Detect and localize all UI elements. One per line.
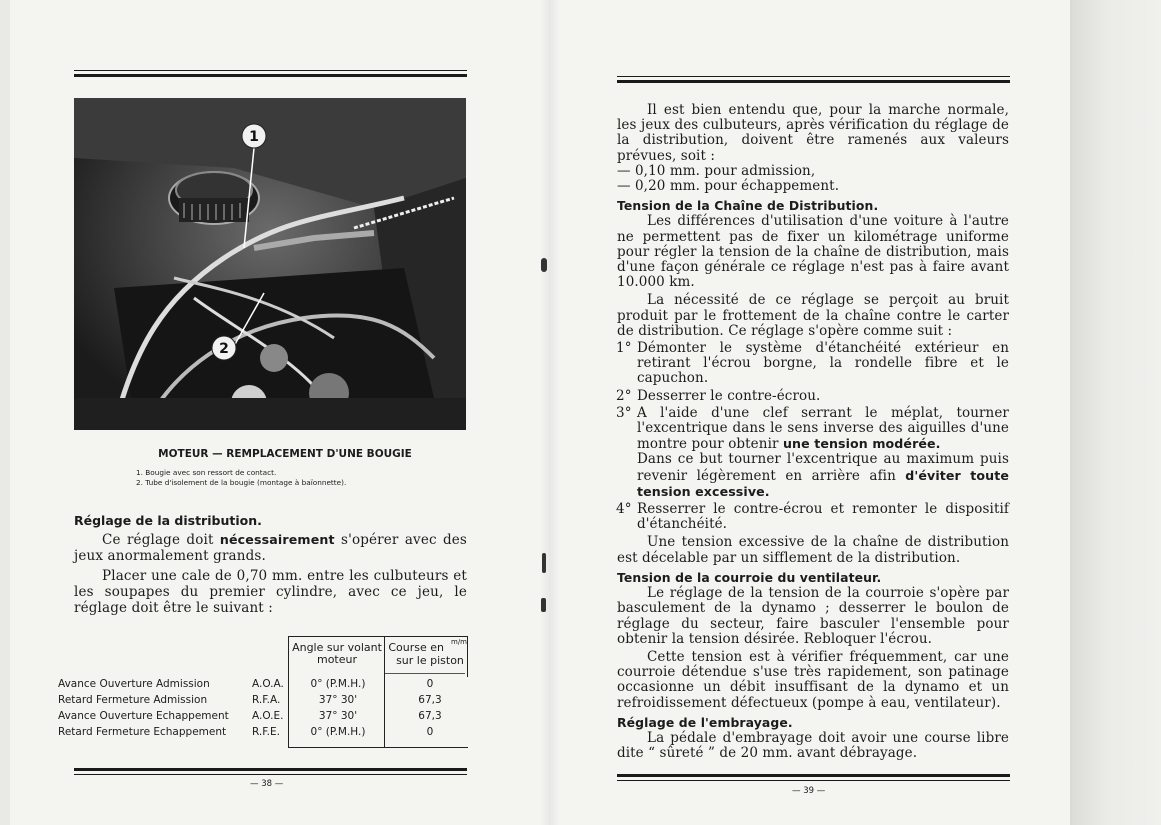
caption-title: MOTEUR — REMPLACEMENT D'UNE BOUGIE (158, 448, 412, 460)
binding-mark (541, 598, 546, 612)
row-angle: 0° (P.M.H.) (310, 678, 366, 690)
row-course: 0 (426, 678, 434, 690)
table-row (58, 678, 468, 695)
bottom-rule-right-thick (617, 774, 1010, 777)
table-row (58, 694, 468, 711)
row-abbr: R.F.A. (252, 694, 281, 706)
step-4-text: Resserrer le contre-écrou et remonter le dispositif d'étanchéité. (637, 501, 1009, 533)
table-header-course-sub: sur le piston (396, 654, 464, 667)
step-3-bold-a: une tension modérée. (782, 436, 941, 452)
table-row (58, 726, 468, 743)
step-3-number: 3° (616, 404, 632, 421)
step-2-text: Desserrer le contre-écrou. (637, 387, 821, 404)
heading-embrayage: Réglage de l'embrayage. (617, 714, 793, 730)
heading-chaine: Tension de la Chaîne de Distribution. (617, 198, 879, 214)
distribution-para-2: Placer une cale de 0,70 mm. entre les culbuteurs et les soupapes du premier cylindre, avec ce jeu, le réglage doit être le suivant : (74, 568, 467, 616)
row-angle: 37° 30' (318, 710, 358, 722)
table-header-course-unit: m/m (451, 638, 467, 646)
binding-mark (542, 553, 546, 573)
row-abbr: A.O.E. (252, 710, 284, 722)
row-abbr: A.O.A. (252, 678, 284, 690)
courroie-paragraph-2: Cette tension est à vérifier fréquemment, car une courroie détendue s'use très rapidement, son patinage occasionne un débit insuffisant de la dynamo et un refroidissement défectueux (pompe à eau, ventilateur). (617, 648, 1009, 711)
chaine-paragraph-3: Une tension excessive de la chaîne de distribution est décelable par un sifflement de la distribution. (617, 534, 1009, 566)
step-1-number: 1° (616, 340, 632, 357)
caption-notes (136, 468, 456, 488)
row-label: Retard Fermeture Echappement (58, 726, 227, 738)
step-1-text: Démonter le système d'étanchéité extérieur en retirant l'écrou borgne, la rondelle fibre et le capuchon. (637, 340, 1009, 387)
clearance-echappement: — 0,20 mm. pour échappement. (617, 178, 840, 195)
photo-marker-2: 2 (219, 341, 229, 357)
row-angle: 0° (P.M.H.) (310, 726, 366, 738)
section-title-distribution: Réglage de la distribution. (74, 513, 262, 528)
row-course: 0 (426, 726, 434, 738)
row-label: Avance Ouverture Echappement (58, 710, 229, 722)
step-3-text-a: A l'aide d'une clef serrant le méplat, tourner l'excentrique dans le sens inverse des aiguilles d'une montre pour obtenir (637, 404, 1009, 453)
step-4 (617, 502, 1009, 532)
chaine-paragraph-2: La nécessité de ce réglage se perçoit au bruit produit par le frottement de la chaîne contre le carter de distribution. Ce réglage s'opère comme suit : (617, 292, 1009, 339)
table-hline (385, 673, 465, 674)
step-3-text-b: Dans ce but tourner l'excentrique au maximum puis revenir légèrement en arrière afin (637, 451, 1009, 484)
caption-note-2: 2. Tube d'isolement de la bougie (montage à baïonnette). (136, 478, 347, 487)
top-rule-left-thin (74, 70, 467, 71)
distribution-body (74, 532, 467, 616)
step-3-bold-b: d'éviter toute tension excessive. (637, 467, 1010, 499)
step-4-number: 4° (616, 501, 632, 518)
top-rule-right-thin (617, 76, 1010, 77)
engine-photo (74, 98, 466, 430)
top-rule-left-thick (74, 74, 467, 77)
para1-text-b: s'opérer avec des jeux anormalement grands. (74, 532, 468, 564)
book-gutter (540, 0, 560, 825)
clearance-admission: — 0,10 mm. pour admission, (617, 162, 816, 179)
table-row (58, 710, 468, 727)
right-page-body (617, 103, 1009, 761)
row-label: Avance Ouverture Admission (58, 678, 210, 690)
row-label: Retard Fermeture Admission (58, 694, 208, 706)
step-2-number: 2° (616, 387, 632, 404)
step-1 (617, 341, 1009, 387)
row-course: 67,3 (418, 710, 442, 722)
row-angle: 37° 30' (318, 694, 358, 706)
page-number-left: — 38 — (250, 779, 284, 789)
para1-bold: nécessairement (219, 532, 335, 547)
para1-text-a: Ce réglage doit (102, 532, 220, 548)
table-header-course: Course en (388, 641, 444, 654)
table-header-angle-text: Angle sur volant moteur (292, 641, 382, 666)
step-2 (617, 389, 1009, 404)
intro-paragraph: Il est bien entendu que, pour la marche normale, les jeux des culbuteurs, après vérification du réglage de la distribution, doivent être ramenés aux valeurs prévues, soit : (617, 102, 1009, 164)
bottom-rule-right-thin (617, 780, 1010, 781)
chaine-paragraph-1: Les différences d'utilisation d'une voiture à l'autre ne permettent pas de fixer un kilométrage uniforme pour régler la tension de la chaîne de distribution, mais d'une façon générale ce réglage n'est pas à faire avant 10.000 km. (617, 213, 1009, 291)
top-rule-right-thick (617, 80, 1010, 83)
distribution-para-1 (74, 532, 467, 564)
photo-marker-1: 1 (249, 129, 259, 145)
embrayage-paragraph: La pédale d'embrayage doit avoir une course libre dite “ sûreté ” de 20 mm. avant débrayage. (617, 729, 1009, 762)
row-abbr: R.F.E. (252, 726, 280, 738)
page-edge (1072, 0, 1161, 825)
bottom-rule-left-thin (74, 774, 467, 775)
row-course: 67,3 (418, 694, 442, 706)
binding-mark (541, 258, 547, 272)
bottom-rule-left-thick (74, 768, 467, 771)
page-number-right: — 39 — (792, 786, 826, 796)
caption-note-1: 1. Bougie avec son ressort de contact. (136, 468, 277, 477)
courroie-paragraph-1: Le réglage de la tension de la courroie s'opère par basculement de la dynamo ; desserrer le boulon de réglage du secteur, faire basculer l'ensemble pour obtenir la tension désirée. Rebloquer l'écrou. (617, 585, 1009, 647)
heading-courroie: Tension de la courroie du ventilateur. (617, 569, 882, 585)
engine-illustration (74, 98, 466, 430)
step-3 (617, 406, 1009, 500)
